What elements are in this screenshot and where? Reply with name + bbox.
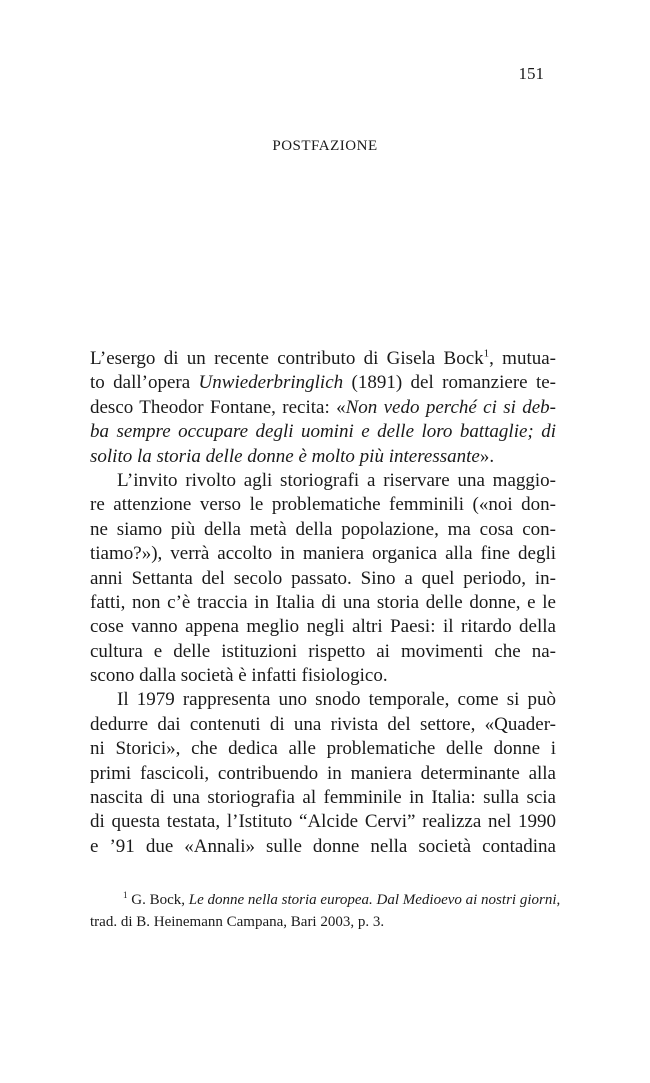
text-line: Il 1979 rappresenta uno snodo temporale, come si può: [117, 689, 556, 711]
text-line: solito la storia delle donne è molto più interessante».: [90, 445, 495, 467]
text-line: L’esergo di un recente contributo di Gisela Bock$^1$, mutua-: [90, 347, 556, 369]
text-line: dedurre dai contenuti di una rivista del settore, «Quader-: [90, 713, 556, 735]
footnote-marker: 1: [123, 890, 128, 900]
text-line: L’invito rivolto agli storiografi a riservare una maggio-: [117, 469, 556, 491]
footnote-line: trad. di B. Heinemann Campana, Bari 2003, p. 3.: [90, 914, 385, 930]
text-line: cultura e delle istituzioni rispetto ai movimenti che na-: [90, 640, 556, 662]
text-line: ba sempre occupare degli uomini e delle loro battaglie; di: [90, 421, 556, 443]
body-text: [90, 347, 556, 859]
text-line: tiamo?»), verrà accolto in maniera organica alla fine degli: [90, 543, 556, 565]
text-line: primi fascicoli, contribuendo in maniera determinante alla: [90, 762, 556, 784]
text-line: di questa testata, l’Istituto “Alcide Cervi” realizza nel 1990: [90, 811, 556, 833]
page-number: 151: [518, 64, 544, 83]
text-line: anni Settanta del secolo passato. Sino a quel periodo, in-: [90, 567, 556, 589]
text-line: re attenzione verso le problematiche femminili («noi don-: [90, 494, 556, 516]
text-line: desco Theodor Fontane, recita: «Non vedo perché ci si deb-: [90, 396, 556, 418]
text-line: to dall’opera Unwiederbringlich (1891) del romanziere te-: [90, 372, 556, 394]
text-line: cose vanno appena meglio negli altri Paesi: il ritardo della: [90, 616, 556, 638]
text-line: fatti, non c’è traccia in Italia di una storia delle donne, e le: [90, 591, 556, 613]
footnote-line: $^1$ G. Bock, Le donne nella storia europea. Dal Medioevo ai nostri giorni,: [123, 890, 561, 908]
text-line: scono dalla società è infatti fisiologico.: [90, 665, 388, 687]
footnote-reference: 1: [483, 347, 490, 360]
text-line: ne siamo più della metà della popolazione, ma cosa con-: [90, 518, 556, 540]
text-line: ni Storici», che dedica alle problematiche delle donne i: [90, 738, 556, 760]
section-title: POSTFAZIONE: [272, 138, 378, 154]
footnote: [90, 889, 561, 933]
text-line: e ’91 due «Annali» sulle donne nella società contadina: [90, 835, 556, 857]
text-line: nascita di una storiografia al femminile in Italia: sulla scia: [90, 787, 556, 809]
